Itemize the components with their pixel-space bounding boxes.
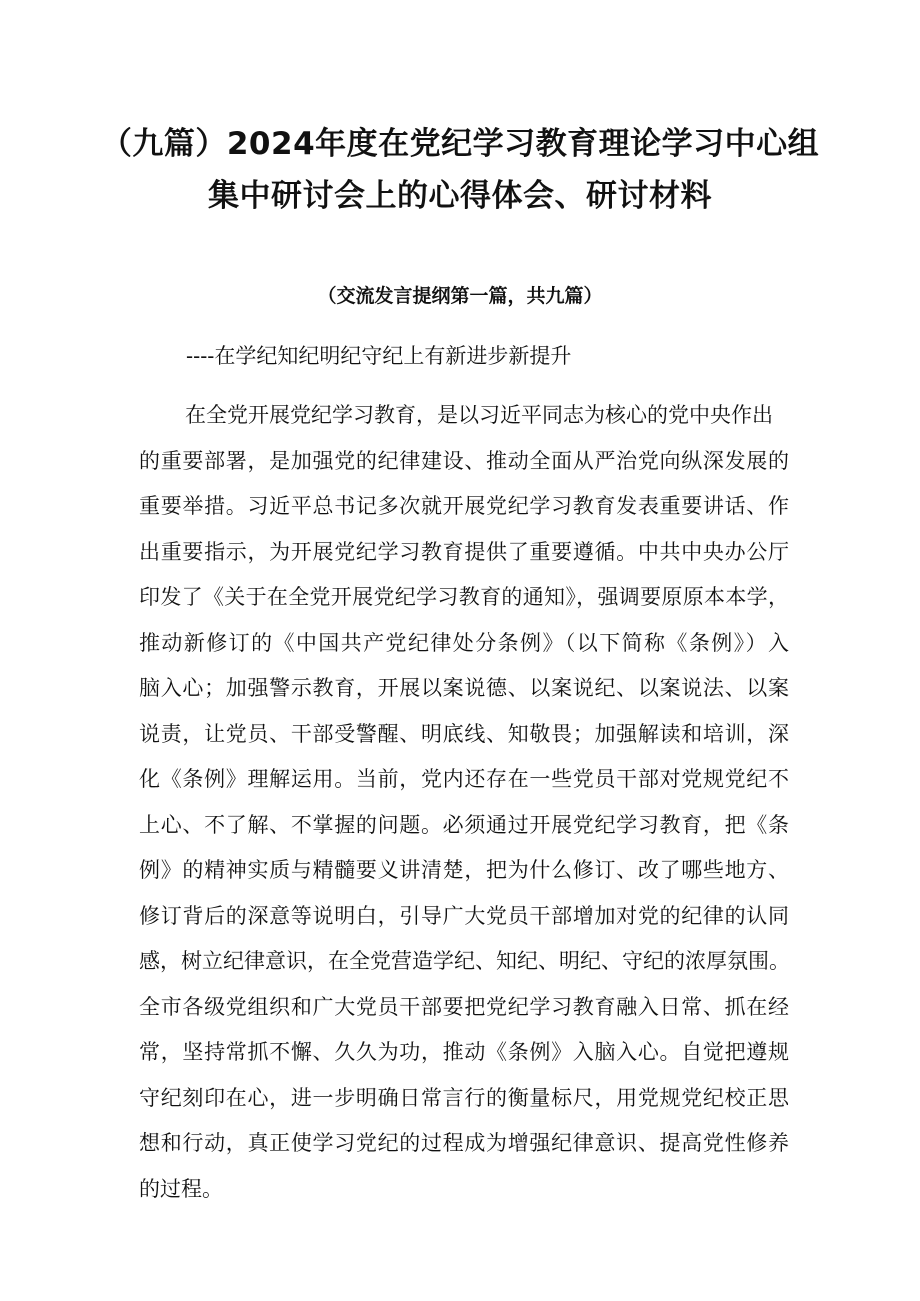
body-paragraph xyxy=(139,393,789,1212)
paragraph-line: 修订背后的深意等说明白，引导广大党员干部增加对党的纪律的认同 xyxy=(139,903,789,928)
paragraph-line: 的重要部署，是加强党的纪律建设、推动全面从严治党向纵深发展的 xyxy=(139,448,789,473)
paragraph-line: 印发了《关于在全党开展党纪学习教育的通知》，强调要原原本本学， xyxy=(139,585,789,609)
document-title-line-2: 集中研讨会上的心得体会、研讨材料 xyxy=(208,178,712,214)
paragraph-line: 在全党开展党纪学习教育，是以习近平同志为核心的党中央作出 xyxy=(185,403,773,427)
paragraph-line: 上心、不了解、不掌握的问题。必须通过开展党纪学习教育，把《条 xyxy=(139,812,789,837)
paragraph-line: 感，树立纪律意识，在全党营造学纪、知纪、明纪、守纪的浓厚氛围。 xyxy=(139,949,790,973)
paragraph-line: 化《条例》理解运用。当前，党内还存在一些党员干部对党规党纪不 xyxy=(139,767,789,791)
paragraph-line: 说责，让党员、干部受警醒、明底线、知敬畏；加强解读和培训，深 xyxy=(139,721,789,746)
paragraph-line: 推动新修订的《中国共产党纪律处分条例》（以下简称《条例》）入 xyxy=(139,630,789,655)
paragraph-line: 全市各级党组织和广大党员干部要把党纪学习教育融入日常、抓在经 xyxy=(139,994,789,1019)
paragraph-line: 常，坚持常抓不懈、久久为功，推动《条例》入脑入心。自觉把遵规 xyxy=(139,1040,789,1064)
paragraph-line: 例》的精神实质与精髓要义讲清楚，把为什么修订、改了哪些地方、 xyxy=(139,858,789,882)
paragraph-line: 守纪刻印在心，进一步明确日常言行的衡量标尺，用党规党纪校正思 xyxy=(139,1085,789,1110)
paragraph-line: 的过程。 xyxy=(139,1176,223,1201)
paragraph-line: 脑入心；加强警示教育，开展以案说德、以案说纪、以案说法、以案 xyxy=(139,676,789,700)
document-title-line-1: （九篇）2024年度在党纪学习教育理论学习中心组 xyxy=(100,126,820,162)
document-subtitle: （交流发言提纲第一篇，共九篇） xyxy=(317,285,603,307)
paragraph-line: 想和行动，真正使学习党纪的过程成为增强纪律意识、提高党性修养 xyxy=(139,1131,789,1155)
paragraph-line: 重要举措。习近平总书记多次就开展党纪学习教育发表重要讲话、作 xyxy=(139,494,789,518)
paragraph-line: 出重要指示，为开展党纪学习教育提供了重要遵循。中共中央办公厅 xyxy=(139,539,789,564)
theme-line: ----在学纪知纪明纪守纪上有新进步新提升 xyxy=(186,344,572,368)
